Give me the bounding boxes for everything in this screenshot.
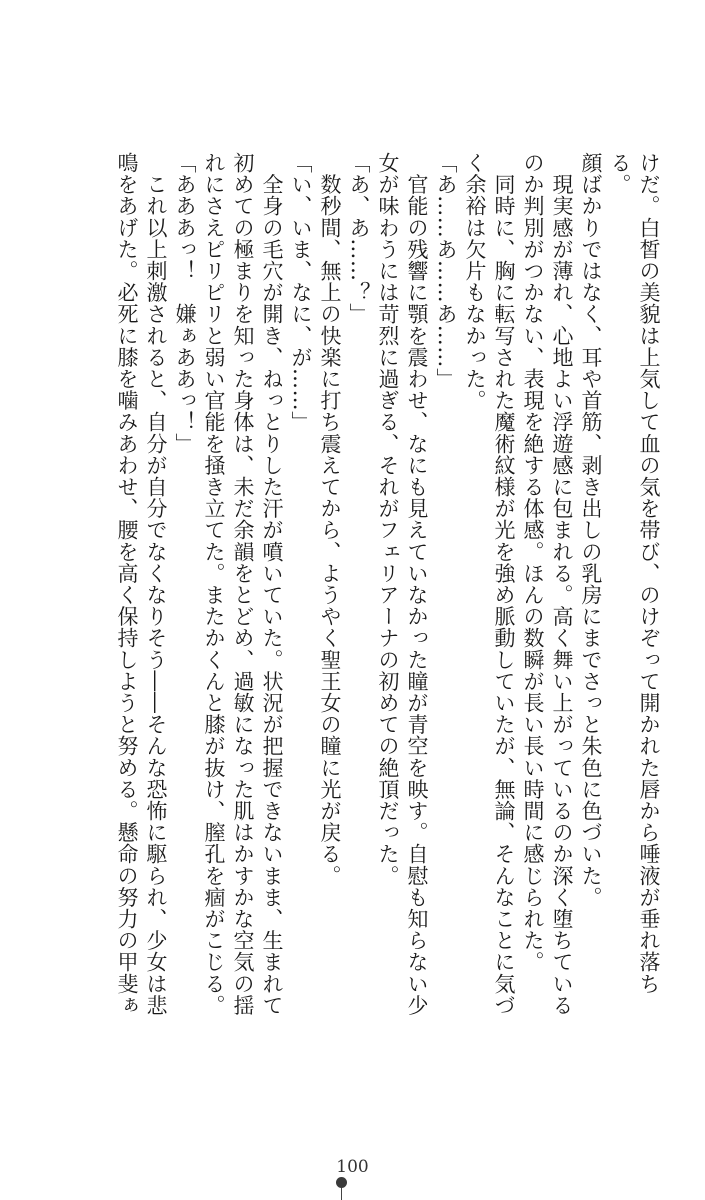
text-column: 鳴をあげた。必死に膝を噛みあわせ、腰を高く保持しようと努める。懸命の努力の甲斐ぁ <box>115 152 139 1016</box>
text-column: 「あああっ！ 嫌ぁああっ！」 <box>173 152 197 455</box>
text-column: 初めての極まりを知った身体は、未だ余韻をとどめ、過敏になった肌はかすかな空気の揺 <box>231 152 255 1016</box>
text-column: これ以上刺激されると、自分が自分でなくなりそう――そんな恐怖に駆られ、少女は悲 <box>144 152 168 1016</box>
text-column: 全身の毛穴が開き、ねっとりした汗が噴いていた。状況が把握できないまま、生まれて <box>260 152 284 1016</box>
text-column: 「あ……あ……あ……」 <box>434 152 458 390</box>
text-column: 官能の残響に顎を震わせ、なにも見えていなかった瞳が青空を映す。自慰も知らない少 <box>405 152 429 1016</box>
text-column: 女が味わうには苛烈に過ぎる、それがフェリアーナの初めての絶頂だった。 <box>376 152 400 887</box>
text-column: 顔ばかりではなく、耳や首筋、剥き出しの乳房にまでさっと朱色に色づいた。 <box>579 152 603 908</box>
text-column: 同時に、胸に転写された魔術紋様が光を強め脈動していたが、無論、そんなことに気づ <box>492 152 516 1016</box>
text-column: のか判別がつかない、表現を絶する体感。ほんの数瞬が長い長い時間に感じられた。 <box>521 152 545 973</box>
text-column: 数秒間、無上の快楽に打ち震えてから、ようやく聖王女の瞳に光が戻る。 <box>318 152 342 887</box>
page-marker-dot-icon <box>336 1177 347 1188</box>
vertical-text-body <box>112 152 663 1032</box>
text-column: けだ。白皙の美貌は上気して血の気を帯び、のけぞって開かれた唇から唾液が垂れ落ちる。 <box>608 152 661 995</box>
page-number: 100 <box>336 1157 369 1177</box>
text-column: 「い、いま、なに、が……」 <box>289 152 313 433</box>
text-column: れにさえピリピリと弱い官能を掻き立てた。またかくんと膝が抜け、膣孔を痼がこじる。 <box>202 152 226 1016</box>
text-column: 現実感が薄れ、心地よい浮遊感に包まれる。高く舞い上がっているのか深く堕ちている <box>550 152 574 1016</box>
text-column: く余裕は欠片もなかった。 <box>463 152 487 412</box>
text-column: 「あ、あ……？」 <box>347 152 371 325</box>
